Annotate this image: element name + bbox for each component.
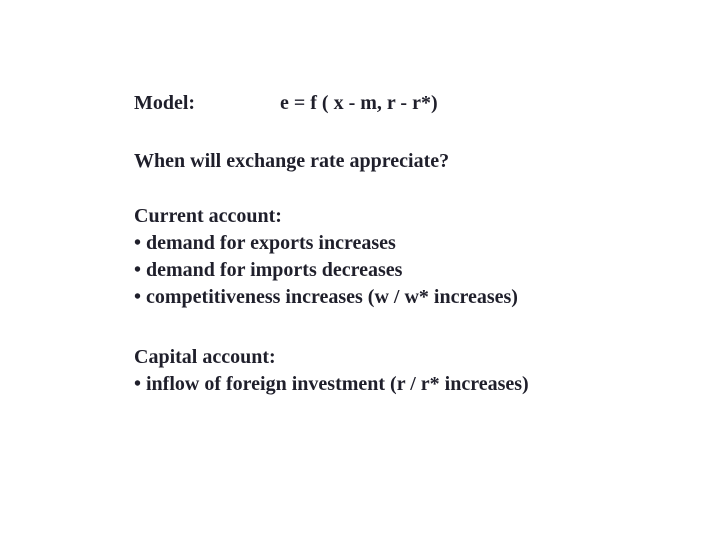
current-account-item: • competitiveness increases (w / w* increases) (134, 286, 518, 308)
capital-account-section (134, 344, 529, 398)
capital-account-heading: Capital account: (134, 346, 276, 368)
current-account-item: • demand for imports decreases (134, 259, 403, 281)
current-account-section (134, 203, 518, 311)
model-formula: e = f ( x - m, r - r*) (280, 92, 438, 114)
current-account-heading: Current account: (134, 205, 282, 227)
current-account-item: • demand for exports increases (134, 232, 396, 254)
capital-account-item: • inflow of foreign investment (r / r* increases) (134, 373, 529, 395)
question-text: When will exchange rate appreciate? (134, 150, 450, 172)
model-label: Model: (134, 92, 196, 114)
